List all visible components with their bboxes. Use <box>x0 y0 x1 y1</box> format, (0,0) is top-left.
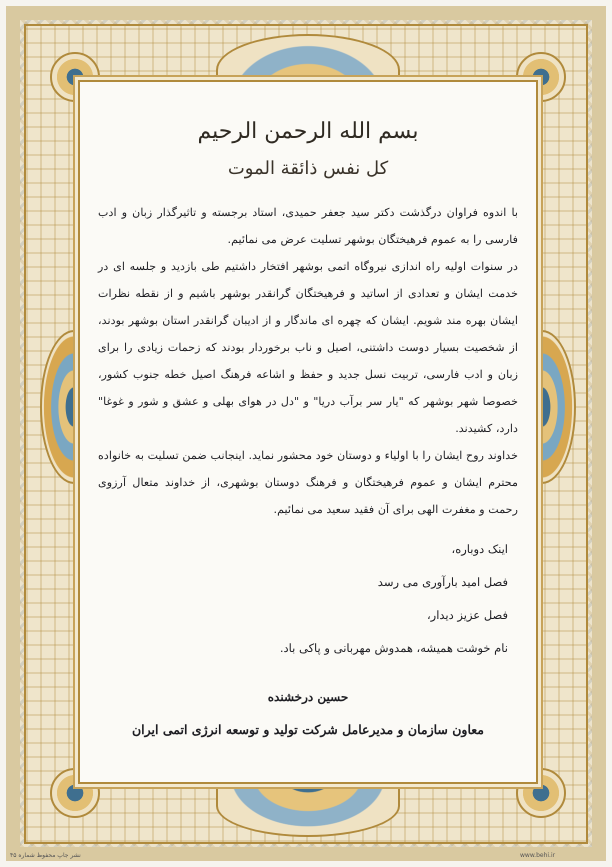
letter-content <box>98 115 518 665</box>
letter-body <box>98 199 518 523</box>
poem-line: نام خوشت همیشه، همدوش مهربانی و پاکی باد. <box>279 641 508 655</box>
quran-verse: کل نفس ذائقة الموت <box>227 158 389 179</box>
poem-line: فصل امید بارآوری می رسد <box>377 575 508 589</box>
paragraph: در سنوات اولیه راه اندازی نیروگاه اتمی بوشهر افتخار داشتیم طی بازدید و جلسه ای در خدمت ایشان و تعدادی از اساتید و فرهیختگان گرانقدر بوشهر باشیم و از نقطه نظرات ایشان بهره مند شویم. ایشان که چهره ای ماندگار و از ادیبان گرانقدر استان بوشهر بودند، از شخصیت بسیار دوست داشتنی، اصیل و ناب برخوردار بودند که زحمات زیادی را برای زبان و ادب فارسی، تربیت نسل جدید و حفظ و اشاعه فرهنگ اصیل خطه جنوب کشور، خصوصا شهر بوشهر که "یار سر برآب دریا" و "دل در هوای بهلی و عشق و شور و غوغا" دارد، کشیدند. <box>98 260 518 435</box>
paragraph: خداوند روح ایشان را با اولیاء و دوستان خود محشور نماید. اینجانب ضمن تسلیت به خانواده محترم ایشان و عموم فرهیختگان و فرهنگ دوستان بوشهری، از خداوند متعال آرزوی رحمت و مغفرت الهی برای آن فقید سعید می نمائیم. <box>98 449 518 516</box>
paragraph: با اندوه فراوان درگذشت دکتر سید جعفر حمیدی، استاد برجسته و تاثیرگذار زبان و ادب فارسی را به عموم فرهیختگان بوشهر تسلیت عرض می نمائیم. <box>98 206 518 246</box>
poem-block <box>98 533 518 665</box>
footer-website: www.behi.ir <box>520 852 556 859</box>
signature-block <box>98 690 518 737</box>
signatory-title: معاون سازمان و مدیرعامل شرکت تولید و توسعه انرژی اتمی ایران <box>132 722 484 737</box>
poem-line: اینک دوباره، <box>451 542 508 556</box>
signatory-name: حسین درخشنده <box>267 690 349 704</box>
bottom-ornament <box>216 775 400 837</box>
footer-print-note: نشر جاپ محفوظ شماره ۴۵ <box>10 852 81 859</box>
bismillah-calligraphy: بسم الله الرحمن الرحیم <box>197 119 419 144</box>
poem-line: فصل عزیز دیدار، <box>426 608 508 622</box>
